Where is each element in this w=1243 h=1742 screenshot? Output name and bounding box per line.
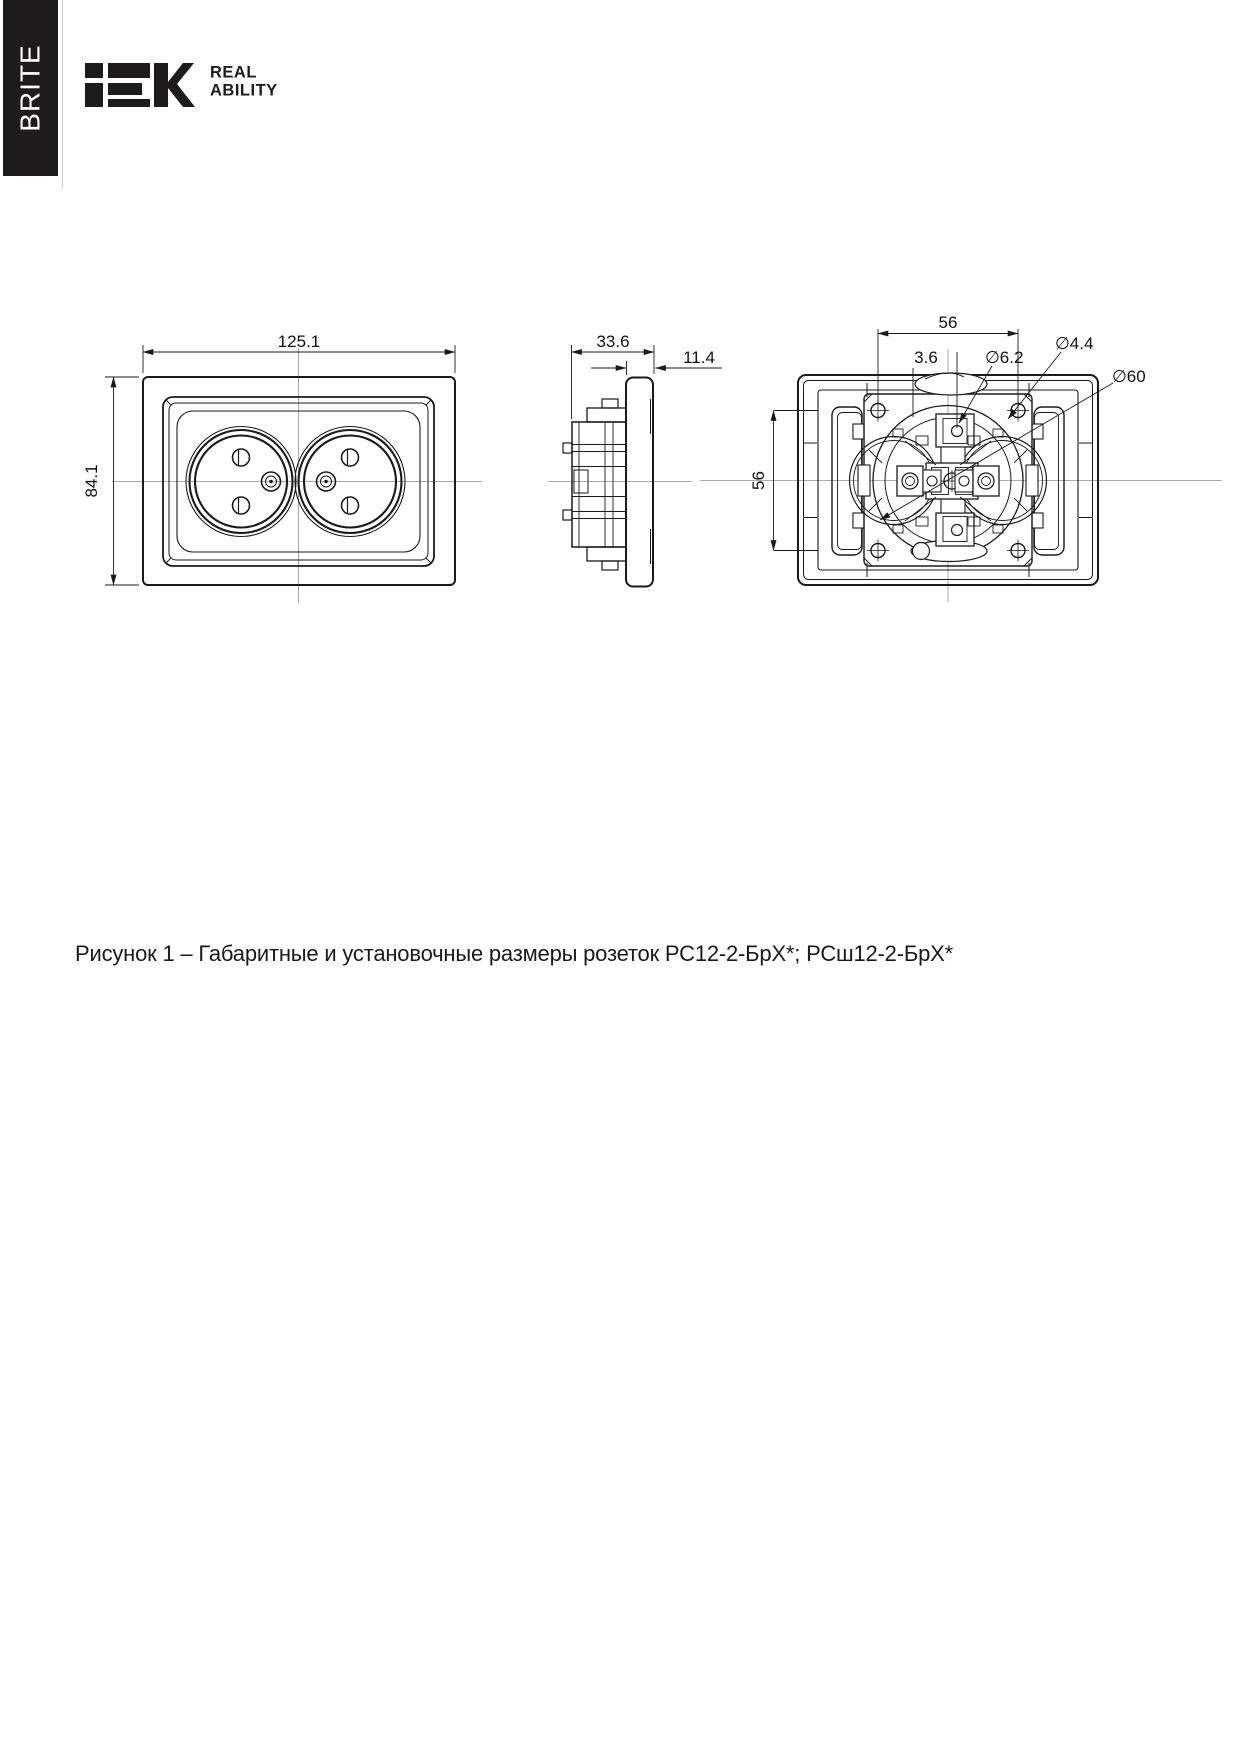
dim-front-height bbox=[82, 377, 139, 585]
front-view bbox=[82, 332, 482, 603]
figure-caption: Рисунок 1 – Габаритные и установочные размеры розеток РС12-2-БрХ*; РСш12-2-БрХ* bbox=[75, 941, 953, 966]
logo-tagline-2: ABILITY bbox=[210, 81, 278, 100]
dim-rear-hspacing-label: 56 bbox=[938, 313, 958, 332]
dim-front-width bbox=[143, 332, 455, 373]
dim-rear-claw-screw-label: ∅6.2 bbox=[985, 348, 1024, 367]
dim-side-depth bbox=[572, 332, 655, 419]
dim-rear-vspacing-label: 56 bbox=[749, 471, 768, 490]
side-view-geometry bbox=[563, 378, 653, 587]
brite-label: BRITE bbox=[14, 44, 46, 132]
dim-side-plate-label: 11.4 bbox=[683, 348, 715, 367]
dim-side-depth-label: 33.6 bbox=[596, 332, 630, 351]
dim-front-width-label: 125.1 bbox=[277, 332, 321, 351]
dim-front-height-label: 84.1 bbox=[82, 464, 101, 498]
dim-rear-mount-hole bbox=[1008, 334, 1093, 419]
dim-rear-support-ring-label: ∅60 bbox=[1112, 367, 1146, 386]
side-view bbox=[548, 332, 722, 587]
logo-tagline-1: REAL bbox=[210, 63, 257, 82]
dim-rear-claw-offset-label: 3.6 bbox=[914, 348, 938, 367]
rear-view bbox=[700, 313, 1222, 602]
technical-drawing bbox=[0, 0, 1243, 700]
dim-rear-mount-hole-label: ∅4.4 bbox=[1055, 334, 1094, 353]
